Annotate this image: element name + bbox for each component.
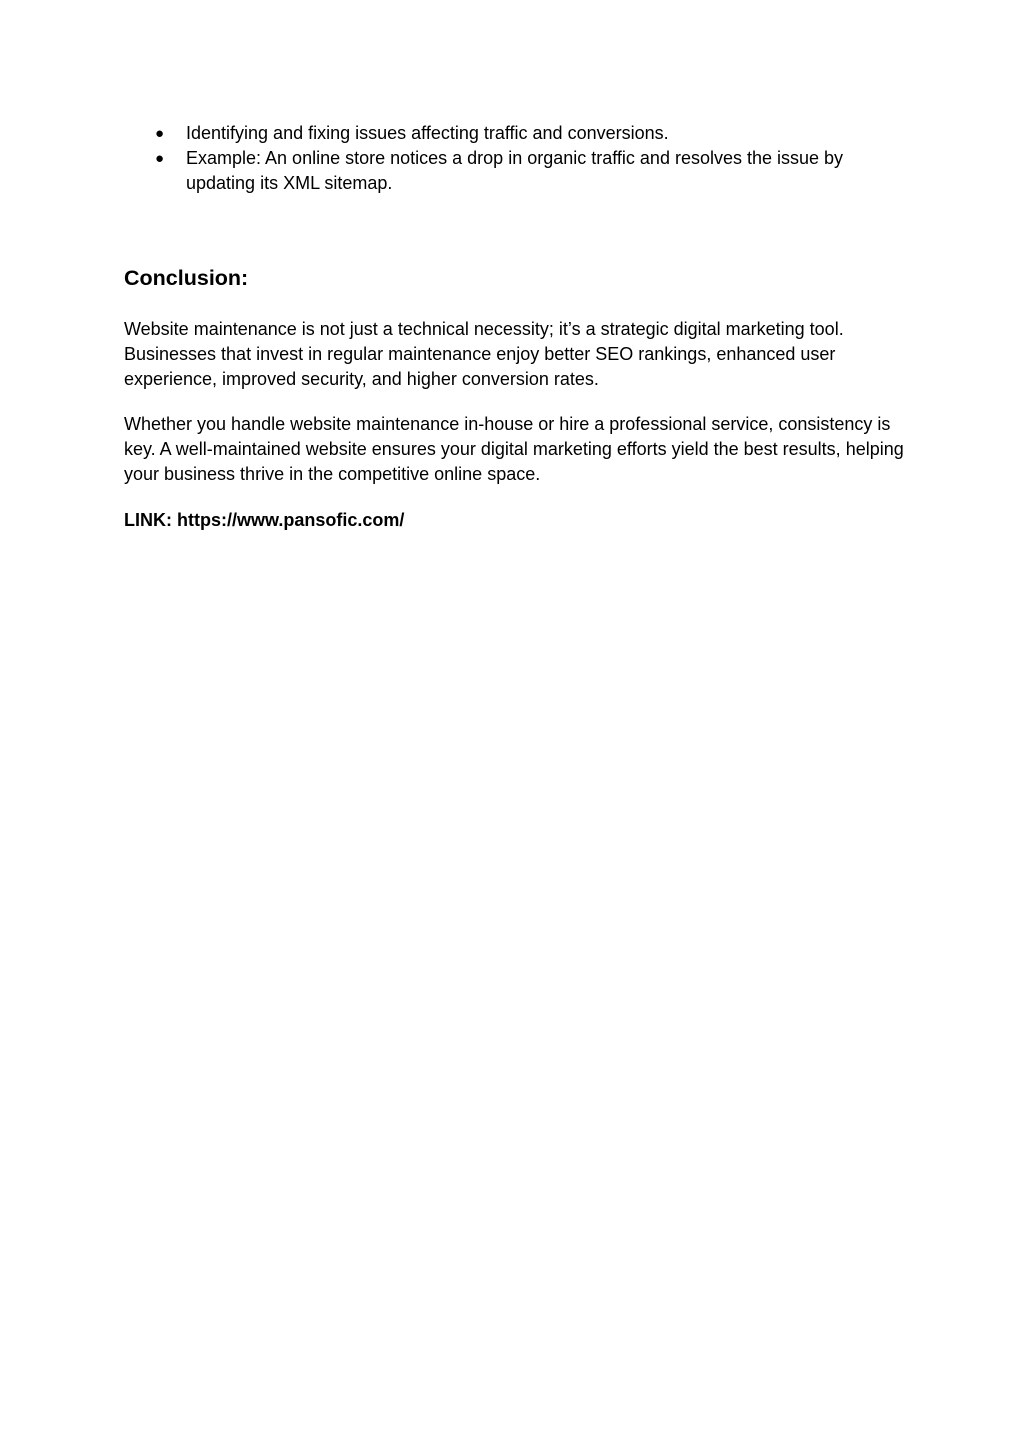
conclusion-heading: Conclusion: [124,266,249,290]
bullet-text: Identifying and fixing issues affecting traffic and conversions. [186,123,669,143]
website-link[interactable]: https://www.pansofic.com/ [177,510,405,530]
bullet-marker: ● [155,150,165,167]
list-item [124,146,904,196]
bullet-marker: ● [155,125,165,142]
list-item [124,121,904,146]
link-label: LINK: [124,510,172,530]
conclusion-paragraph: Whether you handle website maintenance in-house or hire a professional service, consistency is key. A well-maintained website ensures your digital marketing efforts yield the best results, helping your business thrive in the competitive online space. [124,414,904,484]
link-line [124,508,404,533]
conclusion-paragraph: Website maintenance is not just a technical necessity; it’s a strategic digital marketing tool. Businesses that invest in regular maintenance enjoy better SEO rankings, enhanced user experience, improved security, and higher conversion rates. [124,319,844,389]
bullet-list [124,121,904,196]
bullet-text: Example: An online store notices a drop in organic traffic and resolves the issue by updating its XML sitemap. [186,148,844,193]
